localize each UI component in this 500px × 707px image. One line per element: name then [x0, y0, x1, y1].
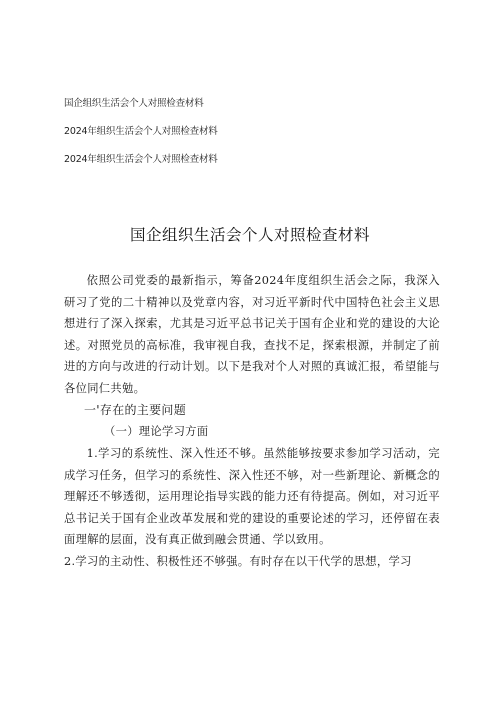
toc-item[interactable]: 国企组织生活会个人对照检查材料: [64, 98, 204, 109]
section-heading: 一'存在的主要问题: [84, 403, 186, 417]
list-item: 2.学习的主动性、积极性还不够强。有时存在以干代学的思想，学习: [64, 554, 412, 568]
document-body: [64, 270, 440, 572]
document-title: 国企组织生活会个人对照检查材料: [129, 226, 370, 244]
toc-list: [64, 97, 218, 181]
list-item: 1.学习的系统性、深入性还不够。虽然能够按要求参加学习活动，完成学习任务，但学习的系统性、深入性还不够，对一些新理论、新概念的理解还不够透彻，运用理论指导实践的能力还有待提高。例如，对习近平总书记关于国有企业改革发展和党的建设的重要论述的学习，还停留在表面理解的层面，没有真正做到融会贯通、学以致用。: [64, 447, 440, 546]
subsection-heading: （一）理论学习方面: [104, 425, 209, 438]
toc-item[interactable]: 2024年组织生活会个人对照检查材料: [64, 154, 218, 165]
intro-paragraph: 依照公司党委的最新指示，筹备2024年度组织生活会之际，我深入研习了党的二十精神以及党章内容，对习近平新时代中国特色社会主义思想进行了深入探索，尤其是习近平总书记关于国有企业和党的建设的大论述。对照党员的高标准，我审视自我，查找不足，探索根源，并制定了前进的方向与改进的行动计划。以下是我对个人对照的真诚汇报，希望能与各位同仁共勉。: [64, 274, 440, 395]
toc-item[interactable]: 2024年组织生活会个人对照检查材料: [64, 126, 218, 137]
